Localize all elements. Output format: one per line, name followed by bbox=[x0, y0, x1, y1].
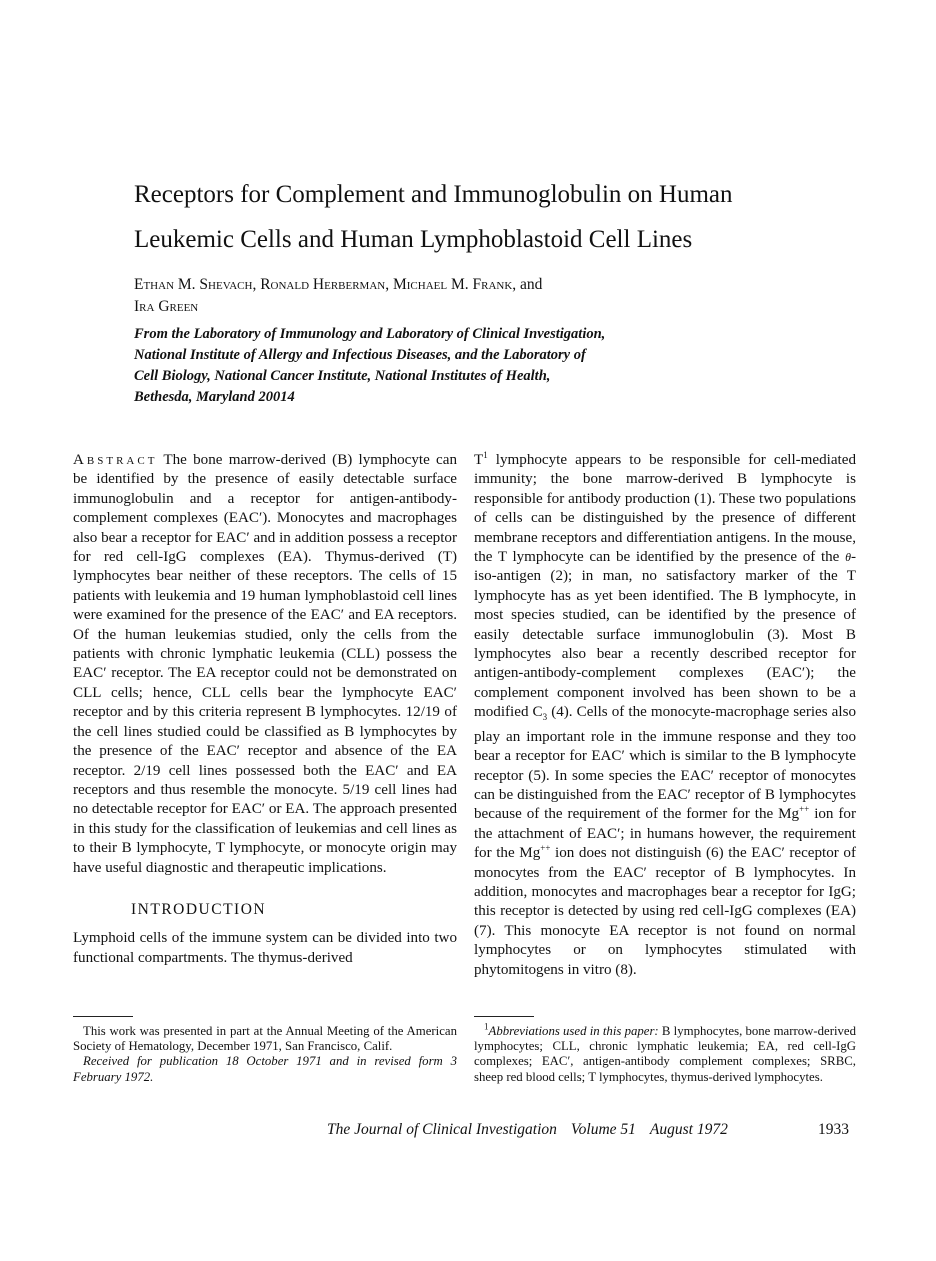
intro-right-part-4: (4). Cells of the monocyte-macrophage series also play an important role in the immune response and they too bear a receptor for EAC′ which is similar to the B lymphocyte receptor (5). In some species the EAC′ receptor of monocytes can be distinguished from the EAC′ receptor of B lymphocytes because of the requirement of the former for the Mg bbox=[474, 704, 856, 823]
affiliation-line-3: Cell Biology, National Cancer Institute, National Institutes of Health, bbox=[134, 368, 551, 384]
mg-superscript-1: ++ bbox=[799, 804, 810, 815]
introduction-text-left: Lymphoid cells of the immune system can be divided into two functional compartments. The thymus-derived bbox=[73, 930, 457, 966]
title-line-2: Leukemic Cells and Human Lymphoblastoid Cell Lines bbox=[134, 226, 693, 253]
title-line-1: Receptors for Complement and Immunoglobulin on Human bbox=[134, 181, 733, 208]
authors-and: and bbox=[516, 276, 543, 293]
abbrev-label: Abbreviations used in this paper: bbox=[488, 1024, 659, 1038]
intro-right-part-3: -iso-antigen (2); in man, no satisfactory marker of the T lymphocyte has as yet been identified. The B lymphocyte, in most species studied, can be identified by the presence of easily detectable surface immunoglobulin (3). Most B lymphocytes also bear a recently described receptor for antigen-antibody-complement complexes (EAC′); the complement component involved has been shown to be a modified C bbox=[474, 549, 856, 721]
introduction-heading: INTRODUCTION bbox=[131, 900, 267, 918]
footnotes-right bbox=[474, 1021, 856, 1085]
intro-right-part-6: ion does not distinguish (6) the EAC′ receptor of monocytes from the EAC′ receptor of B lymphocytes. In addition, monocytes and macrophages bear a receptor for IgG; this receptor is detected by using red cell-IgG complexes (EA) (7). This monocyte EA receptor is not found on normal lymphocytes or on lymphocytes stimulated with phytomitogens in vitro (8). bbox=[474, 845, 856, 978]
right-column bbox=[474, 451, 856, 980]
affiliation bbox=[134, 324, 734, 408]
presentation-note: This work was presented in part at the Annual Meeting of the American Society of Hematology, December 1971, San Francisco, Calif. bbox=[73, 1024, 457, 1054]
affiliation-line-2: National Institute of Allergy and Infectious Diseases, and the Laboratory of bbox=[134, 347, 586, 363]
page-footer bbox=[327, 1121, 852, 1139]
article-title bbox=[134, 172, 854, 262]
authors-line-1: Ethan M. Shevach, Ronald Herberman, Michael M. Frank, bbox=[134, 276, 517, 293]
author-list bbox=[134, 274, 694, 318]
footnotes-left bbox=[73, 1024, 457, 1085]
abstract-text: The bone marrow-derived (B) lymphocyte can be identified by the presence of easily detectable surface immunoglobulin and a receptor for antigen-antibody-complement complexes (EAC′). Monocytes and macrophages also bear a receptor for EAC′ and in addition possess a receptor for red cell-IgG complexes (EA). Thymus-derived (T) lymphocytes bear neither of these receptors. The cells of 15 patients with leukemia and 19 human lymphoblastoid cell lines were examined for the presence of the EAC′ and EA receptors. Of the human leukemias studied, only the cells from the patients with chronic lymphatic leukemia (CLL) possess the EAC′ receptor. The EA receptor could not be demonstrated on CLL cells; hence, CLL cells bear the lymphocyte EAC′ receptor and by this criteria represent B lymphocytes. 12/19 of the cell lines studied could be classified as B lymphocytes by the presence of the EAC′ receptor and absence of the EA receptor. 2/19 cell lines possessed both the EAC′ and EA receptors and thus resemble the monocyte. 5/19 cell lines had no detectable receptor for EAC′ or EA. The approach presented in this study for the classification of leukemias and cell lines as to their B lymphocyte, T lymphocyte, or monocyte origin may have useful diagnostic and therapeutic implications. bbox=[73, 452, 457, 876]
journal-name: The Journal of Clinical Investigation bbox=[327, 1121, 557, 1138]
footnote-marker: 1 bbox=[483, 449, 488, 460]
abbrev-footnote-marker: 1 bbox=[484, 1021, 489, 1032]
journal-volume: Volume 51 bbox=[570, 1121, 636, 1138]
c3-subscript: 3 bbox=[542, 712, 548, 723]
journal-date: August 1972 bbox=[649, 1121, 728, 1138]
intro-right-part-2: lymphocyte appears to be responsible for cell-mediated immunity; the bone marrow-derived B lymphocyte is responsible for antibody production (1). These two populations of cells can be distinguished by the presence of different membrane receptors and differentiation antigens. In the mouse, the T lymphocyte can be identified by the presence of the bbox=[474, 452, 856, 566]
intro-right-part-5: ion for the attachment of EAC′; in humans however, the requirement for the Mg bbox=[474, 806, 857, 862]
introduction-text-right bbox=[474, 451, 856, 980]
page-number: 1933 bbox=[818, 1121, 849, 1138]
intro-right-part-1: T bbox=[474, 452, 484, 468]
abbreviations-note bbox=[474, 1021, 856, 1085]
left-column bbox=[73, 451, 457, 968]
abstract bbox=[73, 451, 457, 878]
abstract-label: Abstract bbox=[73, 452, 158, 468]
authors-line-2: Ira Green bbox=[134, 298, 199, 315]
affiliation-line-4: Bethesda, Maryland 20014 bbox=[134, 389, 295, 405]
footnote-divider-right bbox=[474, 1016, 534, 1017]
affiliation-line-1: From the Laboratory of Immunology and Laboratory of Clinical Investigation, bbox=[134, 326, 606, 342]
mg-superscript-2: ++ bbox=[540, 843, 551, 854]
received-note: Received for publication 18 October 1971 and in revised form 3 February 1972. bbox=[73, 1054, 457, 1084]
theta-symbol: θ bbox=[845, 550, 851, 565]
abbrev-text: B lymphocytes, bone marrow-derived lymphocytes; CLL, chronic lymphatic leukemia; EA, red cell-IgG complexes; EAC′, antigen-antibody complement complexes; SRBC, sheep red blood cells; T lymphocytes, thymus-derived lymphocytes. bbox=[474, 1024, 856, 1084]
footnote-divider-left bbox=[73, 1016, 133, 1017]
